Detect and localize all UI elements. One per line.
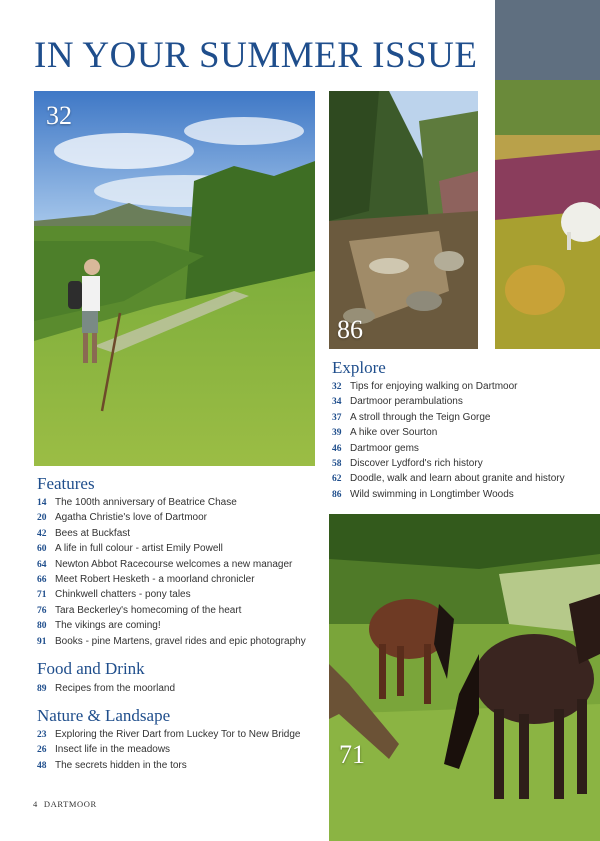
- list-item[interactable]: 64 Newton Abbot Racecourse welcomes a new manager: [37, 558, 293, 570]
- list-item[interactable]: 32 Tips for enjoying walking on Dartmoor: [332, 381, 518, 392]
- page-title: IN YOUR SUMMER ISSUE: [34, 35, 478, 76]
- photo-page-number: 71: [339, 740, 365, 769]
- list-item[interactable]: 39 A hike over Sourton: [332, 427, 438, 439]
- list-item[interactable]: 20 Agatha Christie's love of Dartmoor: [37, 512, 207, 524]
- features-list: [37, 497, 306, 651]
- list-item[interactable]: 48 The secrets hidden in the tors: [37, 759, 187, 771]
- folio-magazine-name: DARTMOOR: [43, 799, 97, 809]
- list-item[interactable]: 71 Chinkwell chatters - pony tales: [37, 589, 191, 601]
- list-item[interactable]: 42 Bees at Buckfast: [37, 527, 131, 539]
- explore-list: [332, 381, 565, 504]
- list-item[interactable]: 66 Meet Robert Hesketh - a moorland chronicler: [37, 573, 255, 585]
- list-item[interactable]: 46 Dartmoor gems: [332, 442, 419, 454]
- list-item[interactable]: 62 Doodle, walk and learn about granite and history: [332, 473, 565, 485]
- features-heading: Features: [37, 474, 95, 493]
- list-item[interactable]: 34 Dartmoor perambulations: [332, 396, 463, 408]
- folio: [33, 799, 97, 809]
- list-item[interactable]: 80 The vikings are coming!: [37, 620, 161, 632]
- list-item[interactable]: 26 Insect life in the meadows: [37, 744, 171, 756]
- list-item[interactable]: 23 Exploring the River Dart from Luckey Tor to New Bridge: [37, 729, 301, 740]
- food-and-drink-heading: Food and Drink: [37, 659, 145, 678]
- photo-page-number: 32: [46, 101, 72, 130]
- list-item[interactable]: 37 A stroll through the Teign Gorge: [332, 411, 491, 423]
- list-item[interactable]: 76 Tara Beckerley's homecoming of the heart: [37, 604, 242, 616]
- photo-ponies-grazing: [329, 514, 600, 841]
- list-item[interactable]: 89 Recipes from the moorland: [37, 683, 176, 694]
- folio-page-number: 4: [33, 799, 38, 809]
- list-item[interactable]: 60 A life in full colour - artist Emily Powell: [37, 543, 223, 555]
- list-item[interactable]: 86 Wild swimming in Longtimber Woods: [332, 488, 514, 500]
- food-and-drink-list: [37, 683, 175, 698]
- nature-heading: Nature & Landsape: [37, 706, 171, 725]
- photo-teign-gorge-stream: [329, 91, 478, 349]
- nature-list: [37, 729, 300, 775]
- photo-walker-dartmoor: [34, 91, 315, 466]
- list-item[interactable]: 91 Books - pine Martens, gravel rides and epic photography: [37, 635, 306, 647]
- explore-heading: Explore: [332, 358, 386, 377]
- photo-page-number: 86: [337, 315, 363, 344]
- photo-heather-pony-moor: [495, 0, 600, 349]
- list-item[interactable]: 14 The 100th anniversary of Beatrice Chase: [37, 497, 237, 508]
- list-item[interactable]: 58 Discover Lydford's rich history: [332, 457, 483, 469]
